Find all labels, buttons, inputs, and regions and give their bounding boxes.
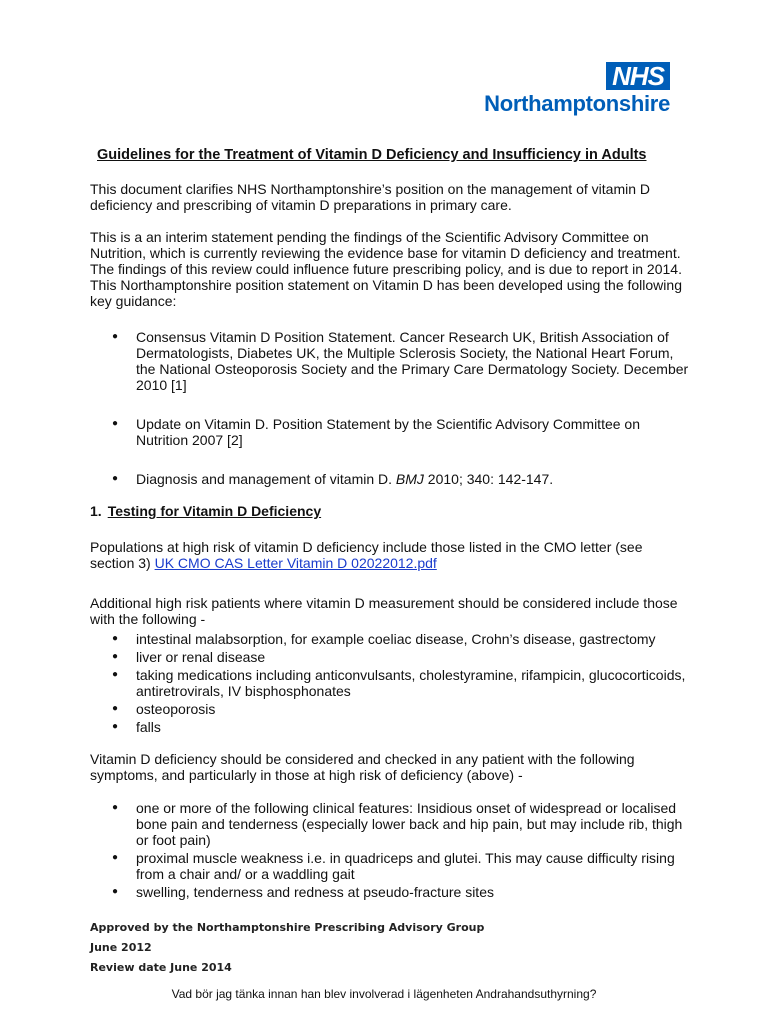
- bullet-icon: ●: [112, 418, 119, 429]
- org-name: Northamptonshire: [484, 91, 670, 116]
- list-item: ● taking medications including anticonvulsants, cholestyramine, rifampicin, glucocorticoids, antiretrovirals, IV bisphosphonates: [112, 667, 686, 699]
- nhs-badge: NHS: [606, 62, 670, 90]
- list-item: ● liver or renal disease: [112, 649, 266, 665]
- guidance-list-3: [90, 471, 690, 487]
- nhs-logo: [470, 62, 670, 117]
- journal-name: BMJ: [395, 471, 424, 487]
- list-item: ● Consensus Vitamin D Position Statement. Cancer Research UK, British Association of Dermatologists, Diabetes UK, the Multiple Sclerosis Society, the National Heart Forum, the National Osteoporosis Society and the Primary Care Dermatology Society. December 2010 [1]: [112, 329, 689, 393]
- additional-paragraph: Additional high risk patients where vitamin D measurement should be considered include those with the following -: [90, 595, 678, 627]
- document-title: Guidelines for the Treatment of Vitamin D Deficiency and Insufficiency in Adults: [97, 147, 647, 163]
- list-item: ● proximal muscle weakness i.e. in quadriceps and glutei. This may cause difficulty rising from a chair and/ or a waddling gait: [112, 850, 675, 882]
- list-item: ● intestinal malabsorption, for example coeliac disease, Crohn’s disease, gastrectomy: [112, 631, 656, 647]
- intro-text: This document clarifies NHS Northamptonshire’s position on the management of vitamin D deficiency and prescribing of vitamin D preparations in primary care.: [90, 181, 650, 213]
- risk-list: [90, 631, 690, 735]
- symptoms-paragraph: Vitamin D deficiency should be considered and checked in any patient with the following symptoms, and particularly in those at high risk of deficiency (above) -: [90, 751, 635, 783]
- list-item: ● Update on Vitamin D. Position Statement by the Scientific Advisory Committee on Nutrition 2007 [2]: [112, 416, 640, 448]
- symptoms-list: [90, 800, 690, 900]
- list-item: ● falls: [112, 719, 161, 735]
- bullet-icon: ●: [112, 802, 119, 813]
- guidance-list-1: [90, 329, 690, 393]
- guidance-list-2: [90, 416, 690, 448]
- interim-paragraph: [90, 229, 690, 309]
- bullet-icon: ●: [112, 852, 119, 863]
- bullet-icon: ●: [112, 886, 119, 897]
- page-footer: Vad bör jag tänka innan han blev involverad i lägenheten Andrahandsuthyrning?: [171, 987, 597, 1001]
- approval-date: June 2012: [90, 941, 152, 954]
- list-item: ● one or more of the following clinical features: Insidious onset of widespread or localised bone pain and tenderness (especially lower back and hip pain, but may include rib, thigh or foot pain): [112, 800, 683, 848]
- interim-text: This is a an interim statement pending the findings of the Scientific Advisory Committee on Nutrition, which is currently reviewing the evidence base for vitamin D deficiency and treatment. The findings of this review could influence future prescribing policy, and is due to report in 2014. This Northamptonshire position statement on Vitamin D has been developed using the following key guidance:: [90, 229, 682, 309]
- approved-by: Approved by the Northamptonshire Prescribing Advisory Group: [90, 921, 485, 934]
- approval-block: [90, 918, 484, 978]
- bullet-icon: ●: [112, 473, 119, 484]
- bullet-icon: ●: [112, 331, 119, 342]
- populations-paragraph: Populations at high risk of vitamin D deficiency include those listed in the CMO letter (see section 3) UK CMO CAS Letter Vitamin D 02022012.pdf: [90, 539, 643, 571]
- intro-paragraph: [90, 181, 690, 213]
- bullet-icon: ●: [112, 651, 119, 662]
- section-heading: 1. Testing for Vitamin D Deficiency: [90, 503, 322, 519]
- bullet-icon: ●: [112, 669, 119, 680]
- list-item: ● swelling, tenderness and redness at pseudo-fracture sites: [112, 884, 494, 900]
- bullet-icon: ●: [112, 721, 119, 732]
- bullet-icon: ●: [112, 633, 119, 644]
- list-item: ● Diagnosis and management of vitamin D. BMJ 2010; 340: 142-147.: [112, 471, 554, 487]
- bullet-icon: ●: [112, 703, 119, 714]
- cmo-letter-link[interactable]: UK CMO CAS Letter Vitamin D 02022012.pdf: [154, 555, 437, 571]
- list-item: ● osteoporosis: [112, 701, 216, 717]
- review-date: Review date June 2014: [90, 961, 232, 974]
